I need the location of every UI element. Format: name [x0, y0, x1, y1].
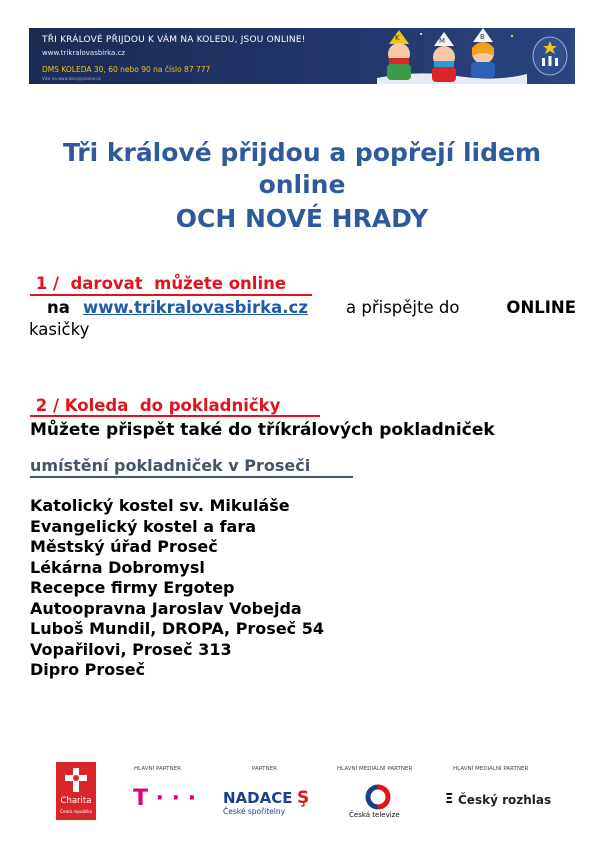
ceska-sporitelna-s-icon: Ş [297, 788, 310, 808]
nadace-subtitle: České spořitelny [223, 807, 286, 816]
king-letter-k: K [395, 34, 400, 42]
page-title: Tři králové přijdou a popřejí lidem [62, 138, 542, 167]
banner-title: TŘI KRÁLOVÉ PŘIJDOU K VÁM NA KOLEDU, JSOU ONLINE! [42, 35, 306, 45]
collection-seal-icon [531, 36, 569, 76]
section-1-heading: 1 / darovat můžete online [30, 274, 287, 293]
list-item: Luboš Mundil, DROPA, Proseč 54 [30, 619, 324, 638]
ceska-televize-logo-icon [361, 784, 395, 810]
list-item: Evangelický kostel a fara [30, 516, 257, 536]
list-item: Recepce firmy Ergotep [30, 578, 235, 597]
nadace-logo: NADACE [223, 789, 293, 807]
ceska-televize-name: Česká televize [349, 811, 400, 819]
online-word: ONLINE [506, 298, 576, 317]
main-partner-label: HLAVNÍ PARTNER [134, 766, 181, 772]
section-1-underline [30, 294, 312, 296]
list-item: Dipro Proseč [30, 660, 146, 679]
page-title-location: OCH NOVÉ HRADY [175, 204, 429, 233]
media-partner-label-2: HLAVNÍ MEDIÁLNÍ PARTNER [453, 766, 529, 772]
section-1-middle-text: a přispějte do [346, 298, 460, 317]
na-word: na [47, 298, 70, 317]
locations-list [30, 496, 324, 681]
partners-strip [56, 758, 572, 824]
cesky-rozhlas-name: Český rozhlas [458, 793, 552, 807]
caritas-subtitle: Česká republika [60, 809, 92, 814]
king-letter-b: B [480, 33, 485, 41]
section-2-text: Můžete přispět také do tříkrálových pokladniček [30, 420, 495, 440]
list-item: Městský úřad Proseč [30, 537, 218, 556]
section-2-heading: 2 / Koleda do pokladničky [30, 396, 287, 415]
page-title-line-2: online [258, 170, 346, 199]
collection-website-link[interactable]: www.trikralovasbirka.cz [83, 298, 308, 317]
partner-label: PARTNER [252, 766, 277, 772]
header-banner [29, 28, 575, 84]
locations-subheading: umístění pokladniček v Proseči [30, 456, 316, 475]
banner-small-text: Více na www.darujspravne.cz [42, 76, 101, 81]
caritas-name: Charita [60, 796, 92, 806]
section-1-text-end: kasičky [29, 320, 90, 339]
three-kings-illustration [377, 28, 527, 84]
telekom-logo: T · · · [133, 786, 197, 811]
king-letter-m: M [439, 37, 446, 45]
caritas-logo [56, 762, 96, 820]
list-item: Lékárna Dobromysl [30, 557, 205, 577]
cesky-rozhlas-icon: Ξ [445, 792, 454, 807]
media-partner-label-1: HLAVNÍ MEDIÁLNÍ PARTNER [337, 766, 413, 772]
list-item: Autoopravna Jaroslav Vobejda [30, 598, 302, 618]
list-item: Vopařilovi, Proseč 313 [30, 639, 232, 659]
list-item: Katolický kostel sv. Mikuláše [30, 496, 290, 515]
caritas-cross-icon [65, 768, 87, 792]
section-2-underline [30, 415, 320, 417]
locations-subheading-underline [30, 476, 353, 478]
banner-sms: DMS KOLEDA 30, 60 nebo 90 na číslo 87 777 [42, 65, 211, 74]
banner-url: www.trikralovasbirka.cz [42, 49, 126, 57]
